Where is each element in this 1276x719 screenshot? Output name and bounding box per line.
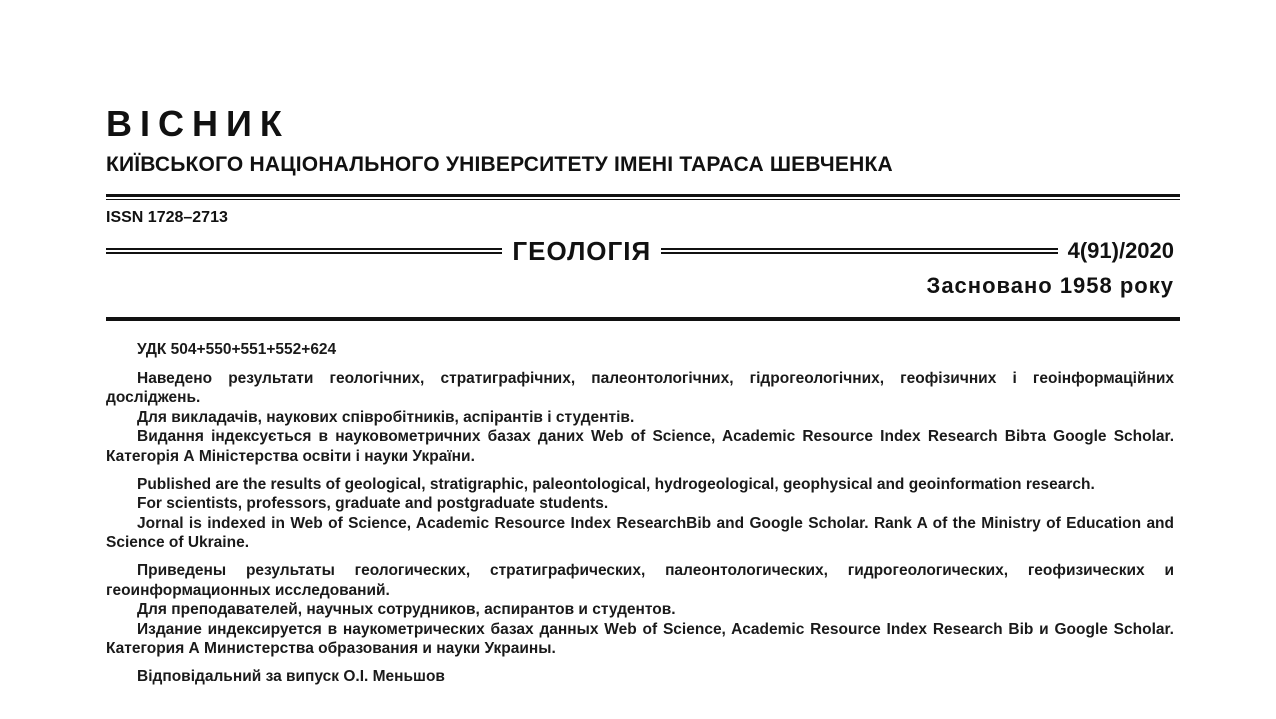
masthead-divider <box>106 194 1180 200</box>
paragraph-gap <box>106 553 1174 561</box>
ua-summary: Наведено результати геологічних, стратиграфічних, палеонтологічних, гідрогеологічних, геофізичних і геоінформаційних досліджень. <box>106 369 1174 407</box>
ua-audience: Для викладачів, наукових співробітників, аспірантів і студентів. <box>137 408 635 426</box>
header-bottom-rule <box>106 317 1180 321</box>
responsible-editor: Відповідальний за випуск О.І. Меньшов <box>137 667 445 685</box>
en-indexing: Jornal is indexed in Web of Science, Academic Resource Index ResearchBib and Google Scholar. Rank A of the Ministry of Education and Science of Ukraine. <box>106 514 1174 552</box>
founded-year: Засновано 1958 року <box>926 273 1174 298</box>
en-summary: Published are the results of geological, stratigraphic, paleontological, hydrogeological, geophysical and geoinformation research. <box>137 475 1095 493</box>
paragraph-gap <box>106 659 1174 667</box>
journal-title: ВІСНИК <box>106 103 290 144</box>
issn-number: ISSN 1728–2713 <box>106 209 228 226</box>
udk-code: УДК 504+550+551+552+624 <box>137 341 337 358</box>
ru-indexing: Издание индексируется в наукометрических базах данных Web of Science, Academic Resource Index Research Bib и Google Scholar. Категория А Министерства образования и науки Украины. <box>106 620 1174 658</box>
ua-indexing: Видання індексується в науковометричних базах даних Web of Science, Academic Resource Index Research Bibта Google Scholar. Категорія А Міністерства освіти і науки України. <box>106 428 1174 465</box>
section-name: ГЕОЛОГІЯ <box>512 236 652 266</box>
journal-description <box>106 340 1174 687</box>
section-rule-right <box>661 248 1057 254</box>
section-banner <box>106 234 1174 268</box>
paragraph-gap <box>106 467 1174 475</box>
issue-number: 4(91)/2020 <box>1067 238 1175 263</box>
ru-summary: Приведены результаты геологических, стратиграфических, палеонтологических, гидрогеологических, геофизических и геоинформационных исследований. <box>106 561 1174 599</box>
ru-audience: Для преподавателей, научных сотрудников, аспирантов и студентов. <box>137 601 676 619</box>
en-audience: For scientists, professors, graduate and postgraduate students. <box>137 495 609 513</box>
university-name: КИЇВСЬКОГО НАЦІОНАЛЬНОГО УНІВЕРСИТЕТУ ІМЕНІ ТАРАСА ШЕВЧЕНКА <box>106 153 893 176</box>
section-rule-left <box>106 248 502 254</box>
